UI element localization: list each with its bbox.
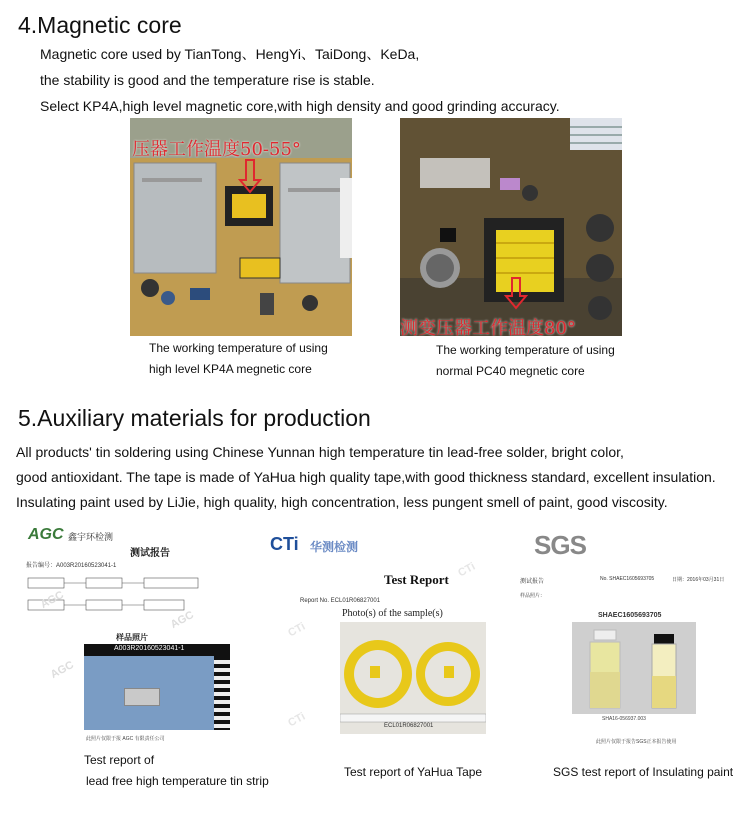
section5-line-1: All products' tin soldering using Chinese Yunnan high temperature tin lead-free solder, bright color, — [16, 444, 624, 460]
cti-report-title: Test Report — [384, 572, 449, 587]
cti-test-report-image: CTi 华测检测 Test Report Report No. ECL01R06827001 Photo(s) of the sample(s) ECL01R06827001 CTi CTi CTi — [268, 524, 490, 746]
sgs-sample-photo — [572, 610, 696, 714]
cti-logo: CTi — [270, 534, 299, 554]
sgs-footer: 此照片仅限于报告SGS正本报告使用 — [596, 739, 677, 745]
agc-photo-label: 样品照片 — [116, 633, 148, 642]
agc-logo-cn: 鑫宇环检测 — [68, 532, 114, 542]
agc-photo-code: A003R20160523041-1 — [114, 645, 185, 652]
sgs-photo-code: SHAEC1605693705 — [598, 612, 662, 619]
doc1-caption-line-2: lead free high temperature tin strip — [86, 774, 269, 788]
doc1-caption-line-1: Test report of — [84, 753, 155, 767]
section4-line-1: Magnetic core used by TianTong、HengYi、TaiDong、KeDa, — [40, 46, 420, 62]
doc2-caption: Test report of YaHua Tape — [344, 765, 483, 779]
pcb1-caption-line-1: The working temperature of using — [149, 341, 328, 355]
section4-line-2: the stability is good and the temperature rise is stable. — [40, 72, 375, 88]
pcb2-caption-line-1: The working temperature of using — [436, 343, 615, 357]
sgs-date: 日期：2016年03月31日 — [672, 577, 725, 583]
pcb-photo-pc40 — [400, 118, 622, 336]
sgs-logo: SGS — [534, 530, 586, 560]
agc-logo: AGC — [28, 526, 64, 543]
agc-footer: 此照片仅限于报 AGC 有限责任公司 — [86, 736, 165, 742]
cti-sample-photo — [340, 622, 486, 734]
agc-report-no: 报告编号：A003R20160523041-1 — [26, 563, 117, 569]
cti-photo-label: Photo(s) of the sample(s) — [342, 608, 443, 619]
sgs-label: 样品照片： — [520, 593, 546, 599]
section5-line-3: Insulating paint used by LiJie, high quality, high concentration, less pungent smell of paint, good viscosity. — [16, 494, 668, 510]
cti-report-no: Report No. ECL01R06827001 — [300, 598, 381, 604]
section4-title: 4.Magnetic core — [18, 12, 182, 38]
pcb2-caption-line-2: normal PC40 megnetic core — [436, 364, 585, 378]
section4-line-3: Select KP4A,high level magnetic core,with high density and good grinding accuracy. — [40, 98, 560, 114]
sgs-photo-code-2: SHA16-056937.003 — [602, 716, 646, 722]
sgs-report-title: 测试报告 — [520, 579, 545, 585]
pcb1-caption-line-2: high level KP4A megnetic core — [149, 362, 312, 376]
pcb1-temperature-overlay: 压器工作温度50-55° — [132, 139, 301, 160]
cti-photo-code: ECL01R06827001 — [384, 723, 434, 729]
pcb-photo-kp4a — [130, 118, 352, 336]
section5-title: 5.Auxiliary materials for production — [18, 405, 371, 431]
agc-test-report-image: AGC 鑫宇环检测 测试报告 报告编号：A003R20160523041-1 样品照片 A003R20160523041-1 此照片仅限于报 AGC 有限责任公司 AGC AGC AGC — [20, 524, 242, 746]
agc-report-title: 测试报告 — [130, 548, 170, 559]
sgs-test-report-image — [512, 524, 732, 746]
agc-sample-photo — [84, 644, 230, 730]
sgs-report-no: No. SHAEC1605693705 — [600, 576, 655, 582]
doc3-caption: SGS test report of Insulating paint — [553, 765, 734, 779]
section5-line-2: good antioxidant. The tape is made of YaHua high quality tape,with good thickness standard, excellent insulation. — [16, 469, 716, 485]
pcb2-temperature-overlay: 测变压器工作温度80° — [400, 318, 576, 336]
cti-logo-cn: 华测检测 — [310, 540, 359, 554]
